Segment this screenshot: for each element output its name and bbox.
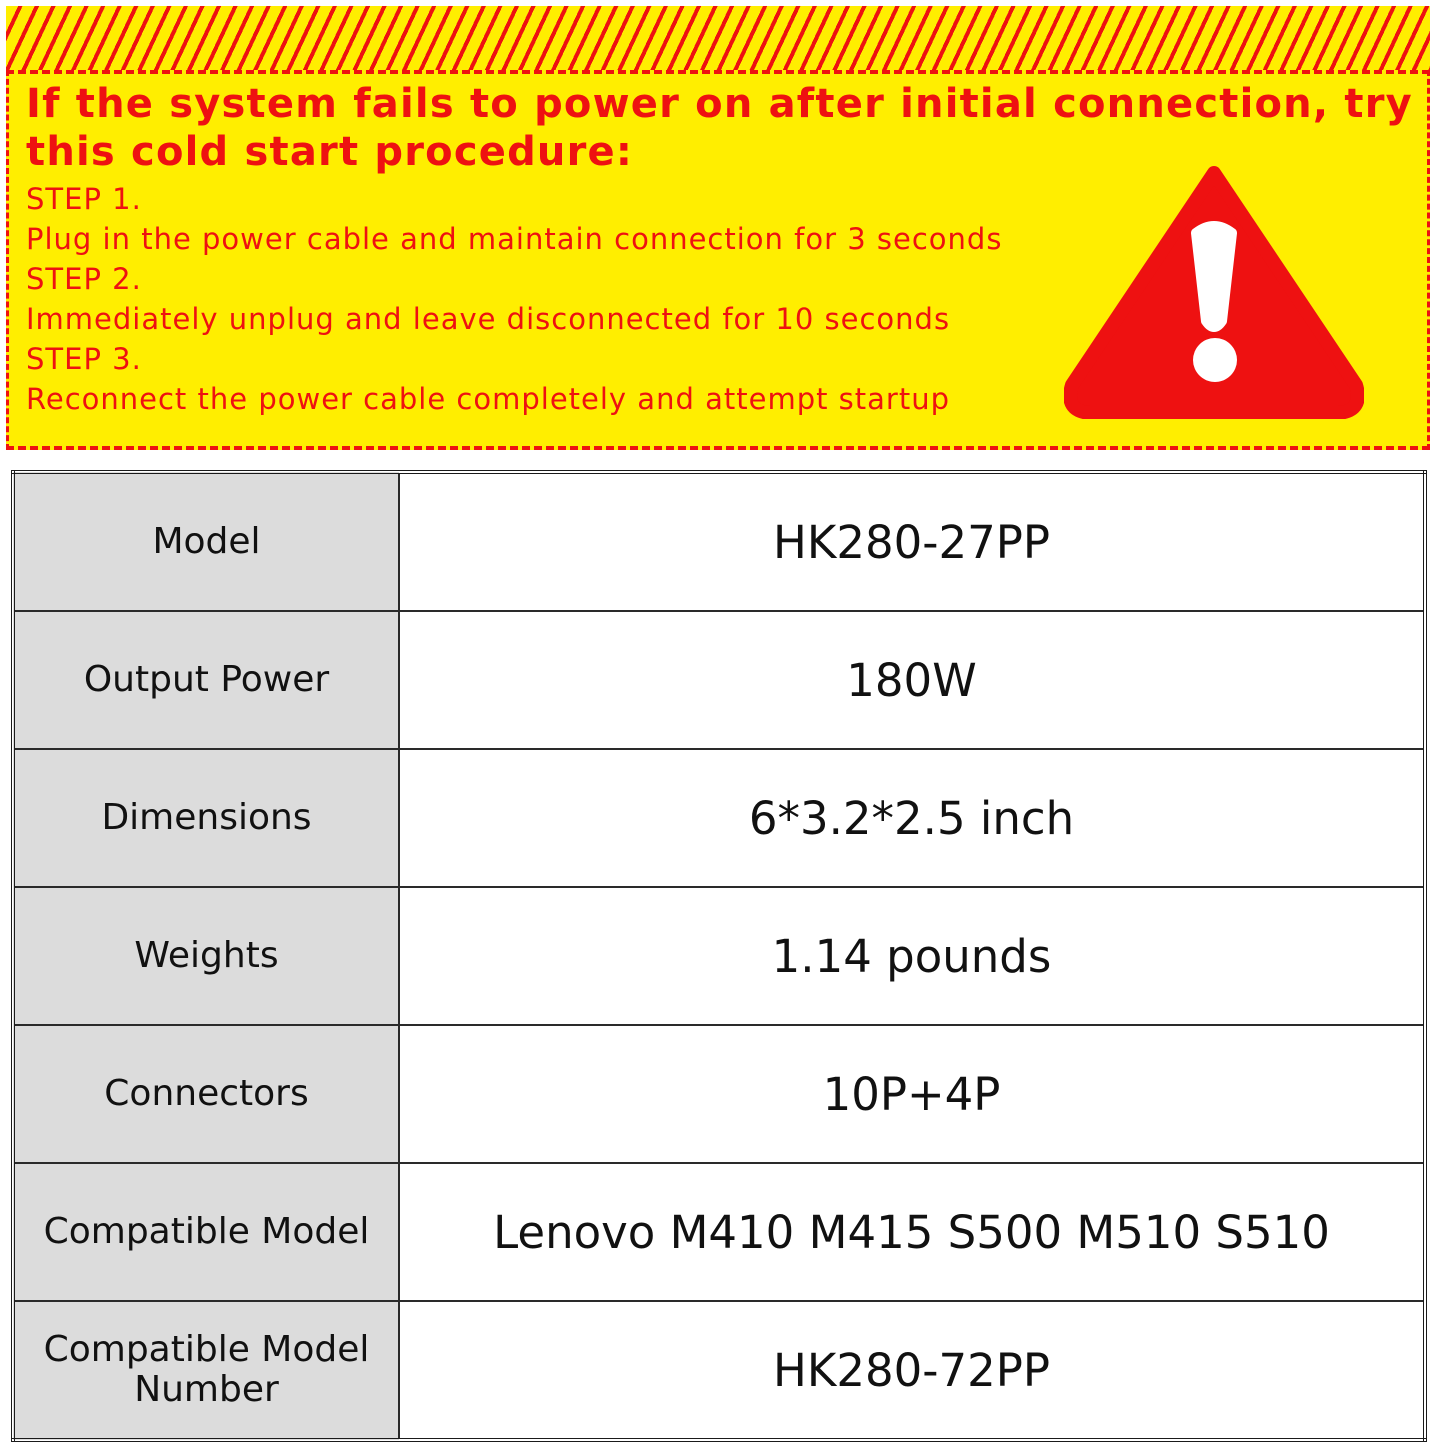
spec-value: Lenovo M410 M415 S500 M510 S510	[399, 1163, 1425, 1301]
step-instruction-3: Reconnect the power cable completely and attempt startup	[26, 382, 951, 416]
dashed-border-right	[1427, 70, 1430, 450]
hazard-stripe-band	[6, 6, 1430, 70]
spec-label: Connectors	[13, 1025, 399, 1163]
spec-label: Compatible Model Number	[13, 1301, 399, 1440]
spec-label: Output Power	[13, 611, 399, 749]
table-row	[13, 887, 1425, 1025]
step-heading-3: STEP 3.	[26, 342, 142, 376]
dashed-border-bottom	[6, 446, 1430, 450]
spec-label: Compatible Model	[13, 1163, 399, 1301]
spec-label: Weights	[13, 887, 399, 1025]
spec-value: HK280-72PP	[399, 1301, 1425, 1440]
dashed-divider	[6, 70, 1430, 74]
warning-triangle-icon	[1064, 163, 1364, 419]
spec-value: 10P+4P	[399, 1025, 1425, 1163]
cold-start-steps	[26, 179, 1002, 419]
spec-label: Dimensions	[13, 749, 399, 887]
table-row	[13, 749, 1425, 887]
table-row	[13, 611, 1425, 749]
dashed-border-left	[6, 70, 9, 450]
spec-label: Model	[13, 472, 399, 611]
step-heading-2: STEP 2.	[26, 262, 142, 296]
table-row	[13, 1301, 1425, 1440]
warning-headline: If the system fails to power on after initial connection, try this cold start procedure:	[26, 81, 1413, 175]
spec-table	[11, 470, 1427, 1442]
spec-value: 180W	[399, 611, 1425, 749]
table-row	[13, 1025, 1425, 1163]
table-row	[13, 1163, 1425, 1301]
spec-value: HK280-27PP	[399, 472, 1425, 611]
step-instruction-2: Immediately unplug and leave disconnected for 10 seconds	[26, 302, 951, 336]
step-heading-1: STEP 1.	[26, 182, 142, 216]
step-instruction-1: Plug in the power cable and maintain connection for 3 seconds	[26, 222, 1003, 256]
spec-value: 6*3.2*2.5 inch	[399, 749, 1425, 887]
spec-value: 1.14 pounds	[399, 887, 1425, 1025]
table-row	[13, 472, 1425, 611]
